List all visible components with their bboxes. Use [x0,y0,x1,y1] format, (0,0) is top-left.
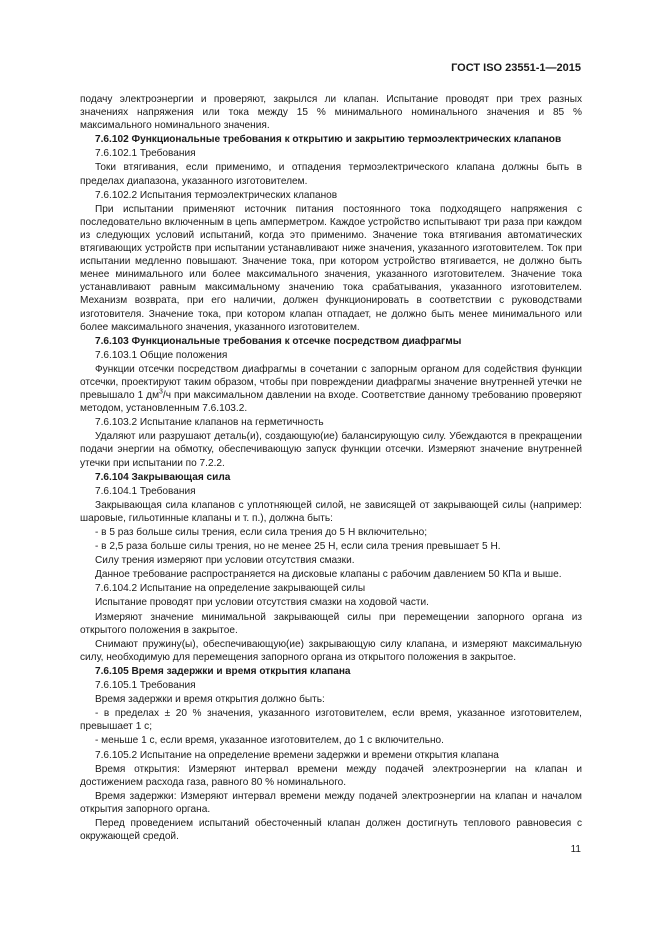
paragraph-part: /ч при максимальном давлении на входе. Соответствие данному требованию проверяют методом, установленным 7.6.103.2. [80,390,582,415]
paragraph: Время задержки: Измеряют интервал времени между подачей электроэнергии на клапан и началом открытия запорного органа. [80,790,582,815]
paragraph: Время открытия: Измеряют интервал времени между подачей электроэнергии на клапан и достижением расхода газа, равного 80 % номинального. [80,763,582,788]
paragraph: подачу электроэнергии и проверяют, закрылся ли клапан. Испытание проводят при трех разных значениях напряжения или тока между 15 % минимального номинального значения и 85 % максимального номинального значения. [80,94,582,132]
paragraph: Перед проведением испытаний обесточенный клапан должен достигнуть теплового равновесия с окружающей средой. [80,817,582,843]
paragraph [80,363,582,415]
list-item: - меньше 1 с, если время, указанное изготовителем, до 1 с включительно. [95,735,444,747]
paragraph: Силу трения измеряют при условии отсутствия смазки. [95,555,355,567]
page-number: 11 [570,844,581,855]
paragraph: При испытании применяют источник питания постоянного тока подходящего напряжения с последовательно включенным в цепь амперметром. Каждое устройство испытывают три раза при каждом из следующих условий испытаний, когда это применимо. Значение тока втягивания автоматических втягивающих устройств при испытании устанавливают ниже значения, указанного изготовителем. Ток при испытании медленно повышают. Значение тока, при котором устройство втягивается, не должно быть менее минимального или более максимального значения, указанного изготовителем. Значение тока устанавливают равным максимальному значению тока срабатывания, указанного изготовителем. Механизм возврата, при его наличии, должен функционировать в соответствии с руководствами изготовителя. Значение тока, при котором клапан отпадает, не должно быть менее минимального или более максимального значения, указанного изготовителем. [80,203,582,333]
list-item: - в 2,5 раза больше силы трения, но не менее 25 Н, если сила трения превышает 5 Н. [95,541,501,553]
subsection-heading: 7.6.102.1 Требования [95,148,196,160]
list-item: - в пределах ± 20 % значения, указанного изготовителем, если время, указанное изготовителем, превышает 1 с; [80,708,582,733]
subsection-heading: 7.6.103.2 Испытание клапанов на герметичность [95,417,324,429]
paragraph-part: Функции отсечки посредством диафрагмы в сочетании с запорным органом для содействия функции отсечки, проектируют таким образом, чтобы при повреждении диафрагмы значение внутренней утечки не превышало 1 дм [80,363,582,402]
subsection-heading: 7.6.104.1 Требования [95,485,196,497]
paragraph: Время задержки и время открытия должно быть: [95,694,325,706]
subsection-heading: 7.6.103.1 Общие положения [95,349,228,361]
subsection-heading: 7.6.102.2 Испытания термоэлектрических клапанов [95,189,338,201]
section-heading: 7.6.105 Время задержки и время открытия клапана [95,665,351,677]
subsection-heading: 7.6.105.2 Испытание на определение времени задержки и времени открытия клапана [95,749,499,761]
superscript: 3 [159,388,163,396]
paragraph: Измеряют значение минимальной закрывающей силы при перемещении запорного органа из открытого положения в закрытое. [80,611,582,636]
document-body [80,93,582,844]
paragraph: Закрывающая сила клапанов с уплотняющей силой, не зависящей от закрывающей силы (например: шаровые, гильотинные клапаны и т. п.), должна быть: [80,499,582,524]
paragraph: Токи втягивания, если применимо, и отпадения термоэлектрического клапана должны быть в пределах диапазона, указанного изготовителем. [80,162,582,187]
subsection-heading: 7.6.105.1 Требования [95,680,196,692]
paragraph: Испытание проводят при условии отсутствия смазки на ходовой части. [95,597,429,609]
paragraph: Удаляют или разрушают деталь(и), создающую(ие) балансирующую силу. Убеждаются в прекращении подачи энергии на обмотку, обеспечивающую запуск функции отсечки. Измеряют значение внутренней утечки при испытании по 7.2.2. [80,431,582,469]
document-header: ГОСТ ISO 23551-1—2015 [451,62,581,74]
section-heading: 7.6.102 Функциональные требования к открытию и закрытию термоэлектрических клапанов [95,134,562,146]
section-heading: 7.6.104 Закрывающая сила [95,471,231,483]
section-heading: 7.6.103 Функциональные требования к отсечке посредством диафрагмы [95,335,462,347]
subsection-heading: 7.6.104.2 Испытание на определение закрывающей силы [95,583,366,595]
paragraph: Снимают пружину(ы), обеспечивающую(ие) закрывающую силу клапана, и измеряют максимальную силу, необходимую для перемещения запорного органа из открытого положения в закрытое. [80,638,582,663]
list-item: - в 5 раз больше силы трения, если сила трения до 5 Н включительно; [95,527,427,538]
paragraph: Данное требование распространяется на дисковые клапаны с рабочим давлением 50 КПа и выше. [95,569,562,581]
